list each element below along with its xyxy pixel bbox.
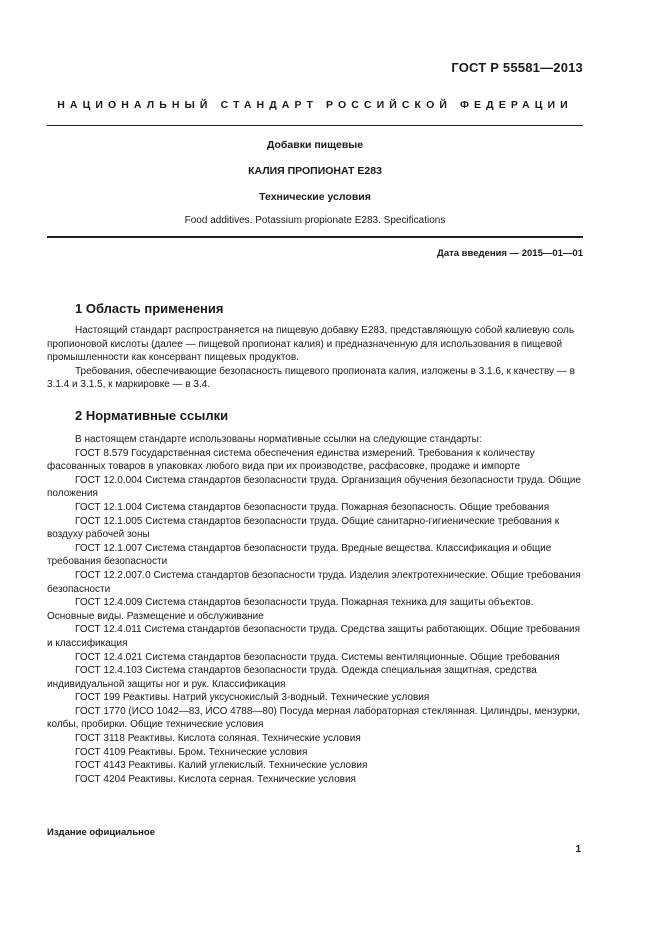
reference-item: ГОСТ 12.4.103 Система стандартов безопасности труда. Одежда специальная защитная, средства индивидуальной защиты ног и рук. Классификация bbox=[47, 665, 537, 690]
reference-item: ГОСТ 12.2.007.0 Система стандартов безопасности труда. Изделия электротехнические. Общие требования безопасности bbox=[47, 569, 581, 595]
section-2-body bbox=[47, 433, 583, 786]
reference-item: ГОСТ 12.4.011 Система стандартов безопасности труда. Средства защиты работающих. Общие требования и классификация bbox=[47, 624, 580, 649]
paragraph: Настоящий стандарт распространяется на пищевую добавку Е283, представляющую собой калиевую соль пропионовой кислоты (далее — пищевой пропионат калия) и предназначенную для использования в пищевой промышленности как консервант пищевых продуктов. bbox=[47, 325, 575, 364]
section-2-title: 2 Нормативные ссылки bbox=[75, 408, 229, 423]
reference-item: ГОСТ 12.4.021 Система стандартов безопасности труда. Системы вентиляционные. Общие требования bbox=[75, 651, 560, 663]
reference-item: ГОСТ 1770 (ИСО 1042—83, ИСО 4788—80) Посуда мерная лабораторная стеклянная. Цилиндры, мензурки, колбы, пробирки. Общие технические условия bbox=[47, 705, 581, 731]
english-title: Food additives. Potassium propionate E283. Specifications bbox=[184, 215, 446, 226]
reference-item: ГОСТ 12.4.009 Система стандартов безопасности труда. Пожарная техника для защиты объектов. Основные виды. Размещение и обслуживание bbox=[47, 597, 534, 622]
reference-item: ГОСТ 12.1.004 Система стандартов безопасности труда. Пожарная безопасность. Общие требования bbox=[75, 501, 550, 513]
reference-item: ГОСТ 4143 Реактивы. Калий углекислый. Технические условия bbox=[75, 760, 368, 772]
reference-item: ГОСТ 4204 Реактивы. Кислота серная. Технические условия bbox=[75, 773, 356, 785]
title-divider bbox=[47, 236, 583, 238]
document-title: КАЛИЯ ПРОПИОНАТ Е283 bbox=[248, 165, 382, 177]
reference-item: ГОСТ 199 Реактивы. Натрий уксуснокислый 3-водный. Технические условия bbox=[75, 692, 430, 704]
document-subtitle: Технические условия bbox=[259, 191, 371, 203]
reference-item: ГОСТ 12.1.005 Система стандартов безопасности труда. Общие санитарно-гигиенические требования к воздуху рабочей зоны bbox=[47, 515, 560, 541]
section-1-title: 1 Область применения bbox=[75, 301, 224, 316]
reference-item: ГОСТ 12.1.007 Система стандартов безопасности труда. Вредные вещества. Классификация и общие требования безопасности bbox=[47, 542, 552, 568]
edition-label: Издание официальное bbox=[47, 827, 155, 838]
national-standard-banner: НАЦИОНАЛЬНЫЙ СТАНДАРТ РОССИЙСКОЙ ФЕДЕРАЦИИ bbox=[57, 99, 573, 111]
reference-item: ГОСТ 3118 Реактивы. Кислота соляная. Технические условия bbox=[75, 733, 361, 745]
reference-item: ГОСТ 4109 Реактивы. Бром. Технические условия bbox=[75, 746, 308, 758]
section-1-body bbox=[47, 324, 583, 392]
header-divider bbox=[47, 125, 583, 126]
introduction-date: Дата введения — 2015—01—01 bbox=[437, 248, 583, 259]
paragraph: Требования, обеспечивающие безопасность пищевого пропионата калия, изложены в 3.1.6, к качеству — в 3.1.4 и 3.1.5, к маркировке — в 3.4. bbox=[47, 365, 575, 391]
subject-heading: Добавки пищевые bbox=[266, 139, 364, 151]
reference-item: ГОСТ 8.579 Государственная система обеспечения единства измерений. Требования к количеству фасованных товаров в упаковках любого вида при их производстве, расфасовке, продаже и импорте bbox=[47, 447, 535, 473]
document-number: ГОСТ Р 55581—2013 bbox=[451, 60, 583, 75]
page-number: 1 bbox=[575, 844, 581, 855]
paragraph: В настоящем стандарте использованы нормативные ссылки на следующие стандарты: bbox=[75, 434, 482, 445]
reference-item: ГОСТ 12.0.004 Система стандартов безопасности труда. Организация обучения безопасности труда. Общие положения bbox=[47, 474, 581, 500]
